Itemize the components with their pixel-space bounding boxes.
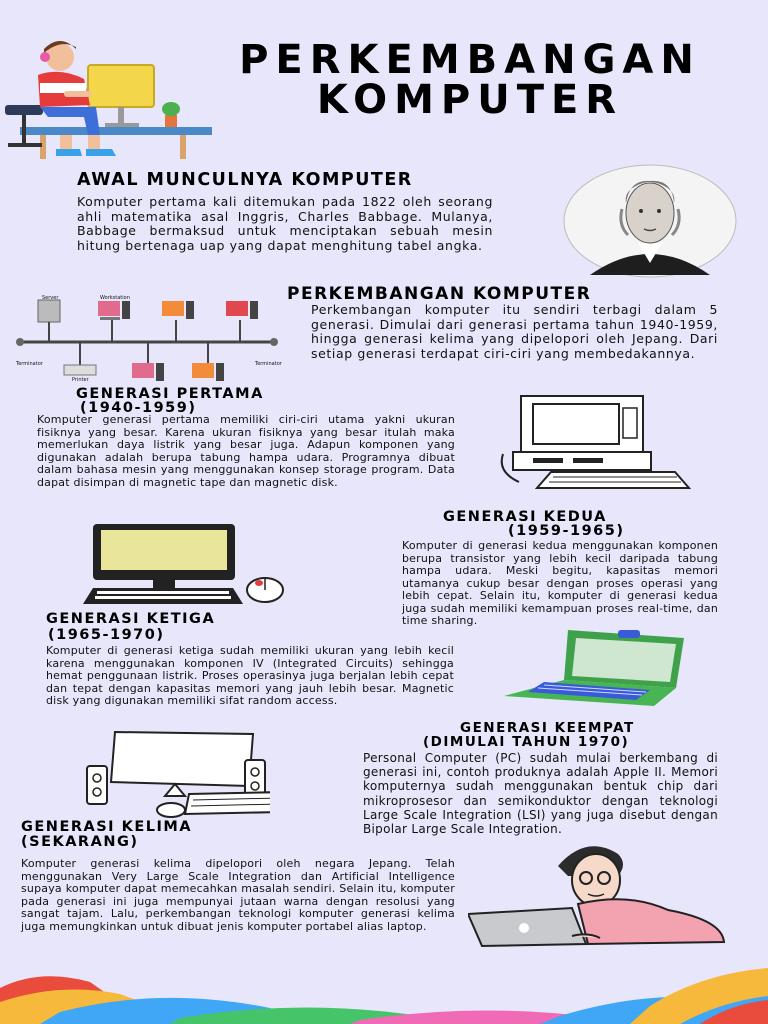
decorative-wave-footer (0, 968, 768, 1024)
network-label-server: Server (42, 295, 59, 301)
network-label-terminator-right: Terminator (255, 361, 282, 367)
perkembangan-heading: PERKEMBANGAN KOMPUTER (287, 284, 592, 304)
gen2-heading: GENERASI KEDUA (443, 509, 607, 525)
gen1-text: Komputer generasi pertama memiliki ciri-ciri utama yakni ukuran fisiknya yang besar. Karena ukuran fisiknya yang besar itulah maka memerlukan daya listrik yang besar juga. Adapun komponen yang digunakan adalah berupa tabung hampa udara. Programnya dibuat dalam bahasa mesin yang menggunakan konsep storage program. Data dapat disimpan di magnetic tape dan magnetic disk. (37, 413, 455, 489)
gen5-years: (SEKARANG) (21, 834, 139, 850)
babbage-portrait (560, 163, 740, 281)
network-label-terminator-left: Terminator (16, 361, 43, 367)
gen1-years: (1940-1959) (80, 400, 197, 416)
gen2-text: Komputer di generasi kedua menggunakan komponen berupa transistor yang lebih kecil daripada tabung hampa udara. Meski begitu, kapasitas memori utamanya cukup besar dengan proses operasi yang lebih cepat. Selain itu, komputer di generasi kedua juga sudah memiliki kemampuan proses real-time, dan time sharing. (402, 539, 718, 627)
gen3-heading: GENERASI KETIGA (46, 611, 216, 627)
gen3-years: (1965-1970) (48, 627, 165, 643)
gen4-years: (DIMULAI TAHUN 1970) (423, 734, 630, 750)
old-computer-illustration (493, 392, 691, 492)
perkembangan-text: Perkembangan komputer itu sendiri terbagi dalam 5 generasi. Dimulai dari generasi pertama tahun 1940-1959, hingga generasi kelima yang dipelopori oleh Jepang. Dari setiap generasi terdapat ciri-ciri yang membedakannya. (311, 302, 718, 361)
gen5-text: Komputer generasi kelima dipelopori oleh negara Jepang. Telah menggunakan Very Large Scale Integration dan Artificial Intelligence supaya komputer dapat memecahkan masalah sendiri. Selain itu, komputer pada generasi ini juga mempunyai jutaan warna dengan resolusi yang sangat tajam. Lalu, perkembangan teknologi komputer generasi kelima juga memungkinkan untuk dibuat jenis komputer portabel alias laptop. (21, 857, 455, 933)
person-at-desk-illustration (0, 35, 215, 160)
awal-heading: AWAL MUNCULNYA KOMPUTER (77, 170, 413, 190)
gen2-years: (1959-1965) (508, 523, 625, 539)
laptop-illustration (504, 630, 689, 710)
person-with-laptop-illustration (468, 840, 730, 950)
network-label-printer: Printer (72, 377, 89, 383)
gen5-heading: GENERASI KELIMA (21, 819, 193, 835)
desktop-pc-illustration (85, 730, 270, 820)
network-diagram (12, 295, 287, 385)
gen4-text: Personal Computer (PC) sudah mulai berkembang di generasi ini, contoh produknya adalah Apple II. Memori komputernya sudah menggunakan bentuk chip dari mikroprosesor dan semikonduktor dengan teknologi Large Scale Integration (LSI) yang juga disebut dengan Bipolar Large Scale Integration. (363, 751, 718, 837)
crt-computer-illustration (83, 520, 288, 608)
gen4-heading: GENERASI KEEMPAT (460, 720, 635, 736)
page-title-line1: PERKEMBANGAN (239, 37, 701, 83)
gen1-heading: GENERASI PERTAMA (76, 386, 264, 402)
network-label-workstation: Workstation (100, 295, 130, 301)
page-title-line2: KOMPUTER (316, 77, 624, 123)
awal-text: Komputer pertama kali ditemukan pada 1822 oleh seorang ahli matematika asal Inggris, Charles Babbage. Mulanya, Babbage bermaksud untuk menciptakan sebuah mesin hitung bertenaga uap yang dapat menghitung tabel angka. (77, 194, 493, 253)
gen3-text: Komputer di generasi ketiga sudah memiliki ukuran yang lebih kecil karena menggunakan komponen IV (Integrated Circuits) sehingga hemat penggunaan listrik. Proses operasinya juga berjalan lebih cepat dan tepat dengan kapasitas memori yang jauh lebih besar. Magnetic disk yang digunakan memiliki sifat random access. (46, 644, 454, 707)
